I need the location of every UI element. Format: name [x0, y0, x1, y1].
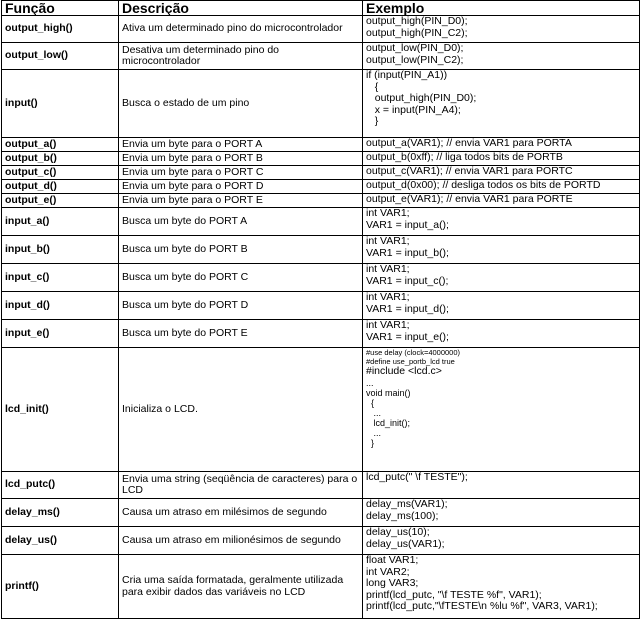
example-line: int VAR1; [366, 207, 410, 219]
example-line: VAR1 = input_d(); [366, 302, 449, 315]
example-line: output_high(PIN_D0); [366, 15, 468, 27]
example-line: output_low(PIN_C2); [366, 53, 464, 66]
function-example [363, 348, 640, 472]
table-row [2, 152, 640, 166]
example-line: if (input(PIN_A1)) [366, 69, 448, 81]
example-line: delay_us(VAR1); [366, 537, 445, 550]
table-row [2, 70, 640, 138]
function-description: Ativa um determinado pino do microcontrolador [119, 16, 363, 43]
example-line: output_high(PIN_D0); [366, 92, 477, 104]
function-example [363, 166, 640, 180]
example-line: delay_ms(100); [366, 509, 439, 522]
function-example [363, 70, 640, 138]
header-ex: Exemplo [363, 1, 640, 16]
function-example [363, 152, 640, 166]
example-line: output_d(0x00); // desliga todos os bits de PORTD [366, 179, 601, 191]
example-line: ... [366, 407, 382, 418]
function-example [363, 527, 640, 555]
function-description: Inicializa o LCD. [119, 348, 363, 472]
function-description: Causa um atraso em milionésimos de segundo [119, 527, 363, 555]
function-description: Busca um byte do PORT B [119, 236, 363, 264]
function-example [363, 43, 640, 70]
example-line: lcd_putc(" \f TESTE"); [366, 471, 468, 483]
example-line: } [366, 115, 379, 127]
example-line: delay_us(10); [366, 526, 430, 538]
function-name: output_high() [2, 16, 119, 43]
example-line: printf(lcd_putc, "\f TESTE %f", VAR1); [366, 588, 542, 601]
function-name: input() [2, 70, 119, 138]
table-row [2, 264, 640, 292]
example-line: VAR1 = input_c(); [366, 274, 449, 287]
function-description: Desativa um determinado pino do microcontrolador [119, 43, 363, 70]
function-name: output_b() [2, 152, 119, 166]
function-example [363, 180, 640, 194]
example-line: } [366, 437, 375, 448]
example-line: output_e(VAR1); // envia VAR1 para PORTE [366, 193, 573, 205]
function-name: delay_us() [2, 527, 119, 555]
function-example [363, 320, 640, 348]
example-line: VAR1 = input_e(); [366, 330, 449, 343]
example-line: #use delay (clock=4000000) [366, 348, 461, 357]
table-row [2, 138, 640, 152]
example-line: int VAR1; [366, 263, 410, 275]
function-name: input_d() [2, 292, 119, 320]
function-name: output_a() [2, 138, 119, 152]
function-name: input_b() [2, 236, 119, 264]
table-row [2, 208, 640, 236]
example-line: VAR1 = input_b(); [366, 246, 449, 259]
function-description: Envia um byte para o PORT D [119, 180, 363, 194]
table-row [2, 16, 640, 43]
functions-table [1, 0, 640, 619]
function-description: Busca um byte do PORT A [119, 208, 363, 236]
example-line: printf(lcd_putc,"\fTESTE\n %lu %f", VAR3, VAR1); [366, 600, 598, 612]
example-line: output_high(PIN_C2); [366, 26, 468, 39]
function-name: output_c() [2, 166, 119, 180]
table-row [2, 236, 640, 264]
table-row [2, 292, 640, 320]
function-example [363, 499, 640, 527]
example-line: ... [366, 377, 374, 388]
function-name: output_d() [2, 180, 119, 194]
function-description: Busca um byte do PORT D [119, 292, 363, 320]
function-example [363, 236, 640, 264]
function-name: input_c() [2, 264, 119, 292]
table-row [2, 166, 640, 180]
function-name: input_e() [2, 320, 119, 348]
function-description: Busca o estado de um pino [119, 70, 363, 138]
function-name: lcd_putc() [2, 472, 119, 499]
function-description: Envia uma string (seqüência de caracteres) para o LCD [119, 472, 363, 499]
function-name: input_a() [2, 208, 119, 236]
example-line: int VAR2; [366, 565, 410, 578]
example-line: output_a(VAR1); // envia VAR1 para PORTA [366, 137, 572, 149]
table-row [2, 472, 640, 499]
example-line: int VAR1; [366, 319, 410, 331]
example-line: output_b(0xff); // liga todos bits de PORTB [366, 151, 563, 163]
header-func: Função [2, 1, 119, 16]
example-line: #include <lcd.c> [366, 365, 442, 377]
function-name: output_e() [2, 194, 119, 208]
table-row [2, 499, 640, 527]
table-row [2, 555, 640, 619]
function-description: Busca um byte do PORT E [119, 320, 363, 348]
example-line: void main() [366, 387, 411, 398]
example-line: long VAR3; [366, 577, 419, 589]
table-row [2, 194, 640, 208]
table-row [2, 527, 640, 555]
example-line: output_c(VAR1); // envia VAR1 para PORTC [366, 165, 573, 177]
function-description: Causa um atraso em milésimos de segundo [119, 499, 363, 527]
function-description: Envia um byte para o PORT A [119, 138, 363, 152]
example-line: lcd_init(); [366, 417, 411, 428]
example-line: VAR1 = input_a(); [366, 218, 449, 231]
example-line: float VAR1; [366, 554, 419, 566]
example-line: delay_ms(VAR1); [366, 498, 448, 510]
table-row [2, 348, 640, 472]
header-desc: Descrição [119, 1, 363, 16]
function-description: Envia um byte para o PORT B [119, 152, 363, 166]
table-row [2, 43, 640, 70]
function-name: lcd_init() [2, 348, 119, 472]
function-example [363, 292, 640, 320]
example-line: x = input(PIN_A4); [366, 103, 461, 116]
example-line: int VAR1; [366, 235, 410, 247]
function-example [363, 264, 640, 292]
example-line: #define use_portb_lcd true [366, 357, 455, 366]
function-name: delay_ms() [2, 499, 119, 527]
table-row [2, 320, 640, 348]
header-row [2, 1, 640, 16]
function-name: output_low() [2, 43, 119, 70]
function-description: Envia um byte para o PORT E [119, 194, 363, 208]
function-description: Busca um byte do PORT C [119, 264, 363, 292]
function-example [363, 472, 640, 499]
function-description: Envia um byte para o PORT C [119, 166, 363, 180]
example-line: { [366, 80, 379, 93]
function-example [363, 194, 640, 208]
example-line: output_low(PIN_D0); [366, 42, 464, 54]
table-row [2, 180, 640, 194]
example-line: ... [366, 427, 382, 438]
function-example [363, 138, 640, 152]
function-description: Cria uma saída formatada, geralmente utilizada para exibir dados das variáveis no LCD [119, 555, 363, 619]
function-example [363, 16, 640, 43]
function-example [363, 208, 640, 236]
function-example [363, 555, 640, 619]
function-name: printf() [2, 555, 119, 619]
example-line: int VAR1; [366, 291, 410, 303]
example-line: { [366, 397, 375, 408]
